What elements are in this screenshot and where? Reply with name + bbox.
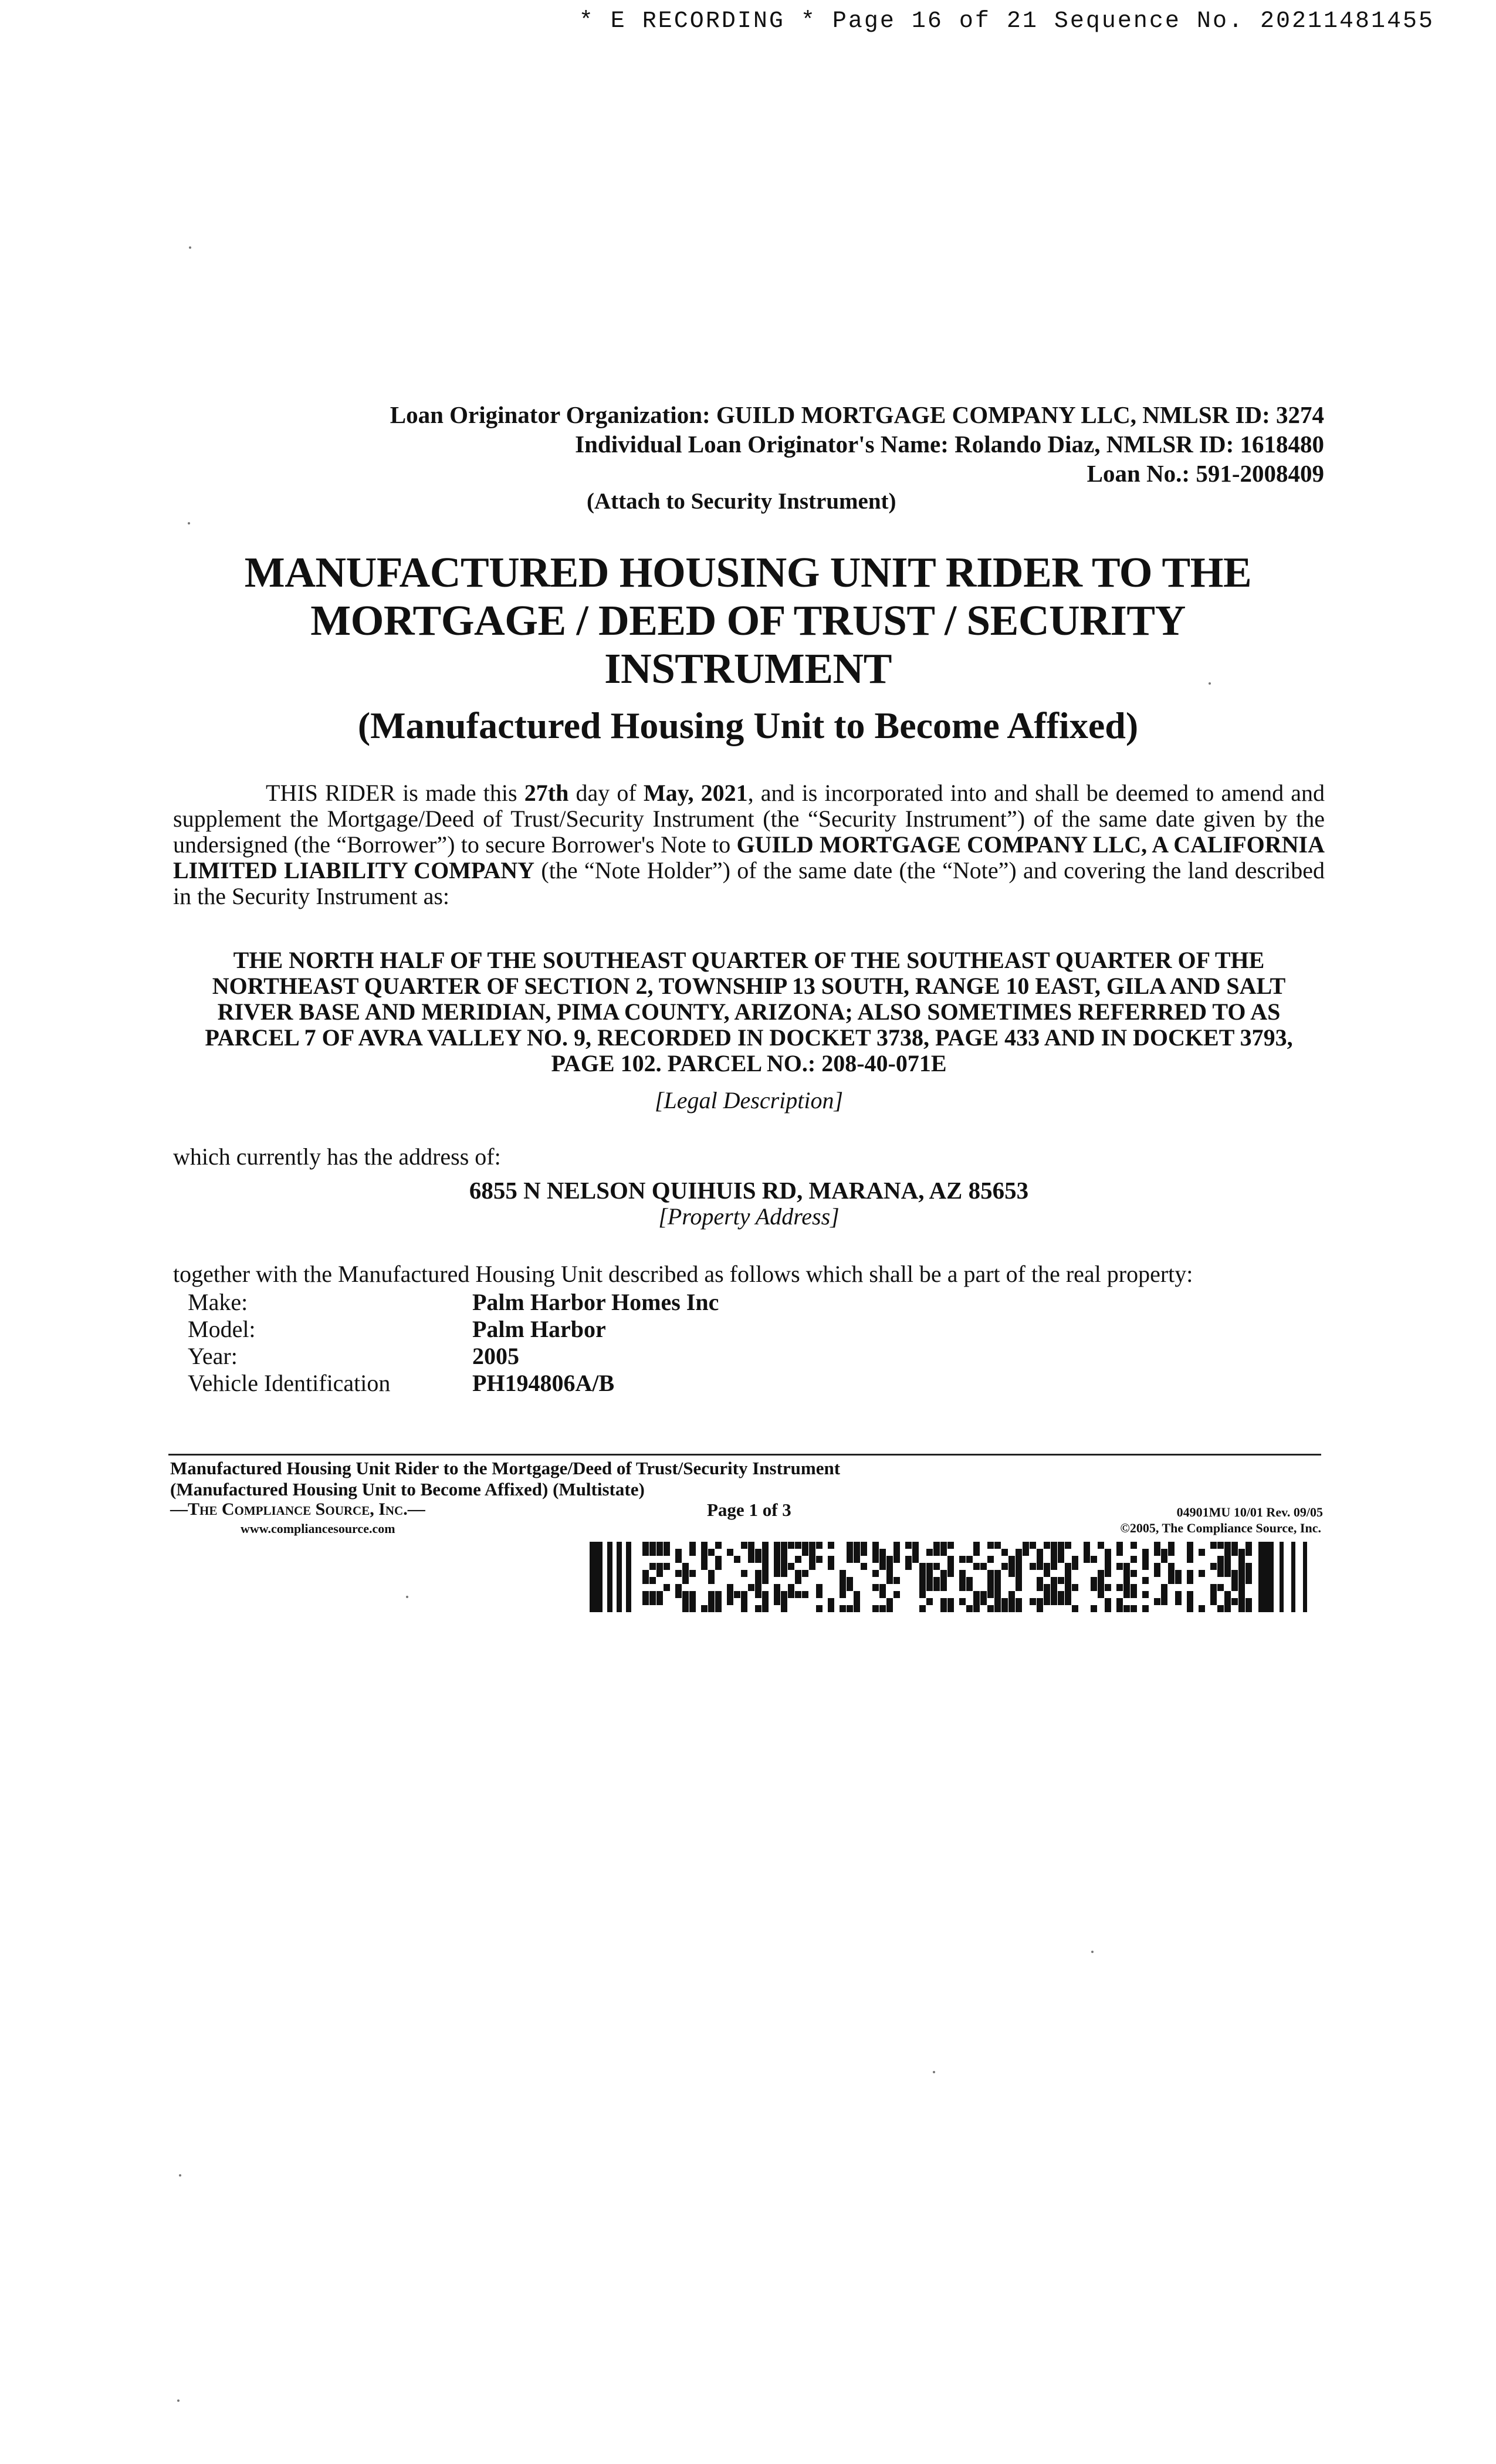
rider-month-year: May, 2021 <box>643 780 748 806</box>
legal-line: RIVER BASE AND MERIDIAN, PIMA COUNTY, ARIZONA; ALSO SOMETIMES REFERRED TO AS <box>217 999 1281 1025</box>
unit-value: PH194806A/B <box>472 1370 615 1396</box>
scan-speck <box>177 2399 180 2402</box>
loan-originator-organization <box>390 401 1324 429</box>
document-subtitle: (Manufactured Housing Unit to Become Affixed) <box>357 705 1139 746</box>
footer-divider <box>168 1454 1321 1456</box>
unit-intro: together with the Manufactured Housing Unit described as follows which shall be a part of the real property: <box>173 1261 1193 1287</box>
footer-form-title-line: Manufactured Housing Unit Rider to the Mortgage/Deed of Trust/Security Instrument <box>170 1458 841 1478</box>
scan-speck <box>179 2174 181 2177</box>
footer-form-number: 04901MU 10/01 Rev. 09/05 <box>1176 1505 1323 1519</box>
legal-line: PAGE 102. PARCEL NO.: 208-40-071E <box>551 1050 947 1077</box>
legal-line: PARCEL 7 OF AVRA VALLEY NO. 9, RECORDED IN DOCKET 3738, PAGE 433 AND IN DOCKET 3793, <box>205 1024 1293 1051</box>
unit-label: Model: <box>188 1316 256 1342</box>
document-title <box>164 549 1332 693</box>
footer-copyright: ©2005, The Compliance Source, Inc. <box>1120 1521 1321 1535</box>
address-intro: which currently has the address of: <box>173 1143 501 1170</box>
legal-line: THE NORTH HALF OF THE SOUTHEAST QUARTER OF THE SOUTHEAST QUARTER OF THE <box>233 947 1265 973</box>
unit-value: Palm Harbor Homes Inc <box>472 1289 719 1315</box>
loan-number <box>1087 459 1324 488</box>
scan-speck <box>406 1596 408 1598</box>
intro-text-4: (the “Note Holder”) of the same date (the “Note”) and covering the land described in the Security Instrument as: <box>173 857 1325 909</box>
rider-intro-paragraph <box>173 780 1325 909</box>
scan-speck <box>188 522 190 524</box>
unit-value: Palm Harbor <box>472 1316 606 1342</box>
barcode-bars <box>590 1542 1307 1612</box>
property-address: 6855 N NELSON QUIHUIS RD, MARANA, AZ 85653 <box>469 1177 1029 1204</box>
title-line: MORTGAGE / DEED OF TRUST / SECURITY <box>310 597 1186 644</box>
individual-originator-value: Rolando Diaz, NMLSR ID: 1618480 <box>955 431 1324 458</box>
unit-label: Vehicle Identification <box>188 1370 391 1396</box>
legal-description-caption: [Legal Description] <box>654 1087 844 1113</box>
recording-header: * E RECORDING * Page 16 of 21 Sequence No. 20211481455 <box>578 8 1434 35</box>
loan-no-value: 591-2008409 <box>1196 460 1324 487</box>
loan-originator-org-label: Loan Originator Organization: <box>390 401 710 428</box>
barcode-image <box>590 1542 1316 1612</box>
unit-value: 2005 <box>472 1343 519 1369</box>
footer-form-title <box>170 1458 840 1500</box>
intro-text-3: , and is incorporated into and shall be deemed to amend and supplement the Mortgage/Deed of Trust/Security Instrument (the “Security Instrument”) of the same date given by the undersigned (the “Borrower”) to secure Borrower's Note to <box>173 780 1325 858</box>
unit-label: Make: <box>188 1289 248 1315</box>
lender-name: GUILD MORTGAGE COMPANY LLC, A CALIFORNIA LIMITED LIABILITY COMPANY <box>173 831 1325 884</box>
title-line: MANUFACTURED HOUSING UNIT RIDER TO THE <box>244 549 1252 596</box>
loan-originator-org-value: GUILD MORTGAGE COMPANY LLC, NMLSR ID: 3274 <box>716 401 1324 428</box>
legal-line: NORTHEAST QUARTER OF SECTION 2, TOWNSHIP 13 SOUTH, RANGE 10 EAST, GILA AND SALT <box>212 973 1286 999</box>
loan-no-label: Loan No.: <box>1087 460 1190 487</box>
intro-text-2: day of <box>576 780 637 806</box>
attach-note: (Attach to Security Instrument) <box>587 489 896 514</box>
scan-speck <box>189 246 191 249</box>
intro-text-1: THIS RIDER is made this <box>266 780 517 806</box>
title-line: INSTRUMENT <box>604 645 892 692</box>
scan-speck <box>1209 682 1211 685</box>
unit-label: Year: <box>188 1343 238 1369</box>
footer-url: www.compliancesource.com <box>241 1521 395 1536</box>
property-address-caption: [Property Address] <box>658 1203 840 1230</box>
footer-company: —The Compliance Source, Inc.— <box>170 1500 425 1519</box>
individual-originator-label: Individual Loan Originator's Name: <box>575 431 949 458</box>
footer-page-number: Page 1 of 3 <box>707 1500 791 1520</box>
scan-speck <box>1091 1951 1094 1953</box>
footer-form-title-line: (Manufactured Housing Unit to Become Affixed) (Multistate) <box>170 1479 645 1500</box>
scan-speck <box>933 2071 935 2073</box>
legal-description <box>173 947 1325 1077</box>
individual-loan-originator <box>575 430 1324 458</box>
rider-day: 27th <box>524 780 569 806</box>
